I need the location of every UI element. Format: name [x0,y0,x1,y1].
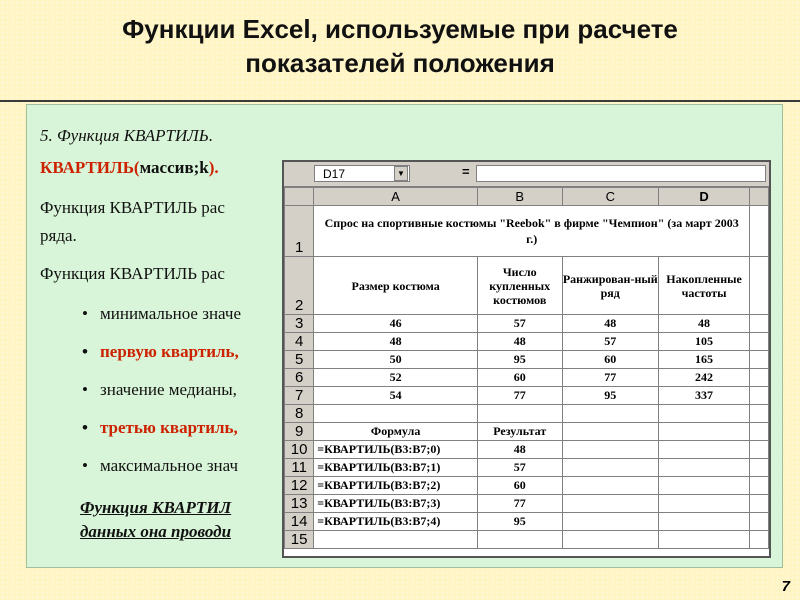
equals-sign[interactable]: = [462,164,470,179]
cell[interactable] [750,477,769,495]
cell[interactable] [750,495,769,513]
cell[interactable]: 48 [477,333,562,351]
title-divider [0,100,800,102]
cell[interactable] [477,405,562,423]
title-line-2: показателей положения [245,48,555,78]
cell[interactable] [750,423,769,441]
row-header[interactable]: 1 [285,206,314,257]
cell[interactable] [562,423,658,441]
title-line-1: Функции Excel, используемые при расчете [122,14,678,44]
cell[interactable] [659,423,750,441]
cell[interactable]: 165 [659,351,750,369]
cell[interactable] [750,513,769,531]
row-header[interactable]: 2 [285,257,314,315]
cell[interactable]: 60 [562,351,658,369]
cell[interactable]: 105 [659,333,750,351]
bullet-dot-icon: • [82,342,88,361]
slide-title [0,12,800,80]
syntax-close: ). [208,158,219,177]
bullet-item: • минимальное значе [82,304,241,323]
cell[interactable]: 242 [659,369,750,387]
cell[interactable]: 337 [659,387,750,405]
row-header[interactable]: 9 [285,423,314,441]
cell[interactable]: 50 [314,351,478,369]
result-cell[interactable]: 57 [477,459,562,477]
syntax-function: КВАРТИЛЬ( [40,158,140,177]
bullet-item: • первую квартиль, [82,342,239,361]
cell[interactable] [562,477,658,495]
cell[interactable]: 48 [314,333,478,351]
cell[interactable]: 46 [314,315,478,333]
cell[interactable] [477,531,562,549]
column-header-d[interactable]: D [659,188,750,206]
cell[interactable] [562,495,658,513]
bullet-dot-icon: • [82,304,88,323]
row-header[interactable]: 8 [285,405,314,423]
name-box[interactable]: D17 [314,165,410,182]
row-header[interactable]: 7 [285,387,314,405]
result-cell[interactable]: 48 [477,441,562,459]
bullet-item: • значение медианы, [82,380,237,399]
row-header[interactable]: 6 [285,369,314,387]
result-cell[interactable]: 60 [477,477,562,495]
result-header-cell[interactable]: Результат [477,423,562,441]
cell[interactable] [750,333,769,351]
cell[interactable] [659,405,750,423]
formula-cell[interactable]: =КВАРТИЛЬ(B3:B7;2) [314,477,478,495]
cell[interactable] [659,459,750,477]
cell[interactable] [750,257,769,315]
column-header-c[interactable]: C [562,188,658,206]
header-cell[interactable]: Размер костюма [314,257,478,315]
section-heading: 5. Функция КВАРТИЛЬ. [40,126,214,145]
cell[interactable]: 77 [562,369,658,387]
formula-cell[interactable]: =КВАРТИЛЬ(B3:B7;3) [314,495,478,513]
row-header[interactable]: 5 [285,351,314,369]
formula-cell[interactable]: =КВАРТИЛЬ(B3:B7;1) [314,459,478,477]
row-header[interactable]: 4 [285,333,314,351]
cell[interactable] [562,405,658,423]
cell[interactable] [562,441,658,459]
cell[interactable]: 52 [314,369,478,387]
cell[interactable] [659,531,750,549]
bullet-dot-icon: • [82,456,88,475]
cell[interactable]: 95 [562,387,658,405]
cell[interactable]: 48 [562,315,658,333]
cell[interactable]: 57 [477,315,562,333]
syntax-args: массив;k [139,158,209,177]
page-number: 7 [781,578,790,595]
header-cell[interactable]: Накопленные частоты [659,257,750,315]
bullet-dot-icon: • [82,418,88,437]
cell[interactable]: 54 [314,387,478,405]
sheet-grid [284,187,769,549]
formula-cell[interactable]: =КВАРТИЛЬ(B3:B7;4) [314,513,478,531]
cell[interactable] [750,459,769,477]
cell[interactable] [750,206,769,257]
cell[interactable]: 60 [477,369,562,387]
cell[interactable] [659,495,750,513]
paragraph-1a: Функция КВАРТИЛЬ рас [40,198,225,217]
row-header[interactable]: 3 [285,315,314,333]
cell[interactable] [314,405,478,423]
excel-spreadsheet [282,160,771,558]
chevron-down-icon[interactable]: ▼ [394,166,408,181]
cell[interactable]: 57 [562,333,658,351]
cell[interactable] [562,513,658,531]
cell[interactable] [750,387,769,405]
cell[interactable] [750,531,769,549]
paragraph-2: Функция КВАРТИЛЬ рас [40,264,225,283]
cell[interactable] [750,405,769,423]
syntax-line [40,158,219,178]
cell[interactable] [562,531,658,549]
row-header[interactable]: 12 [285,477,314,495]
cell[interactable] [750,315,769,333]
cell[interactable] [659,441,750,459]
formula-input[interactable] [476,165,766,182]
table-title-cell[interactable]: Спрос на спортивные костюмы "Reebok" в фирме "Чемпион" (за март 2003 г.) [314,206,750,257]
column-header-e[interactable] [750,188,769,206]
result-cell[interactable]: 95 [477,513,562,531]
row-header[interactable]: 14 [285,513,314,531]
formula-cell[interactable]: =КВАРТИЛЬ(B3:B7;0) [314,441,478,459]
formula-header-cell[interactable]: Формула [314,423,478,441]
result-cell[interactable]: 77 [477,495,562,513]
cell[interactable] [659,477,750,495]
bullet-item: • третью квартиль, [82,418,238,437]
row-header[interactable]: 13 [285,495,314,513]
column-header-b[interactable]: B [477,188,562,206]
cell[interactable]: 77 [477,387,562,405]
select-all-corner[interactable] [285,188,314,206]
bullet-dot-icon: • [82,380,88,399]
cell[interactable] [750,351,769,369]
paragraph-1b: ряда. [40,226,77,245]
row-header[interactable]: 10 [285,441,314,459]
cell[interactable] [659,513,750,531]
header-cell[interactable]: Ранжирован-ный ряд [562,257,658,315]
header-cell[interactable]: Число купленных костюмов [477,257,562,315]
cell[interactable] [750,369,769,387]
cell[interactable]: 48 [659,315,750,333]
cell[interactable] [562,459,658,477]
cell[interactable] [750,441,769,459]
column-header-a[interactable]: A [314,188,478,206]
cell[interactable]: 95 [477,351,562,369]
formula-bar [284,162,769,187]
bullet-item: • максимальное знач [82,456,239,475]
row-header[interactable]: 15 [285,531,314,549]
row-header[interactable]: 11 [285,459,314,477]
footer-line-1: Функция КВАРТИЛ [80,498,232,517]
cell[interactable] [314,531,478,549]
footer-line-2: данных она проводи [80,522,232,541]
